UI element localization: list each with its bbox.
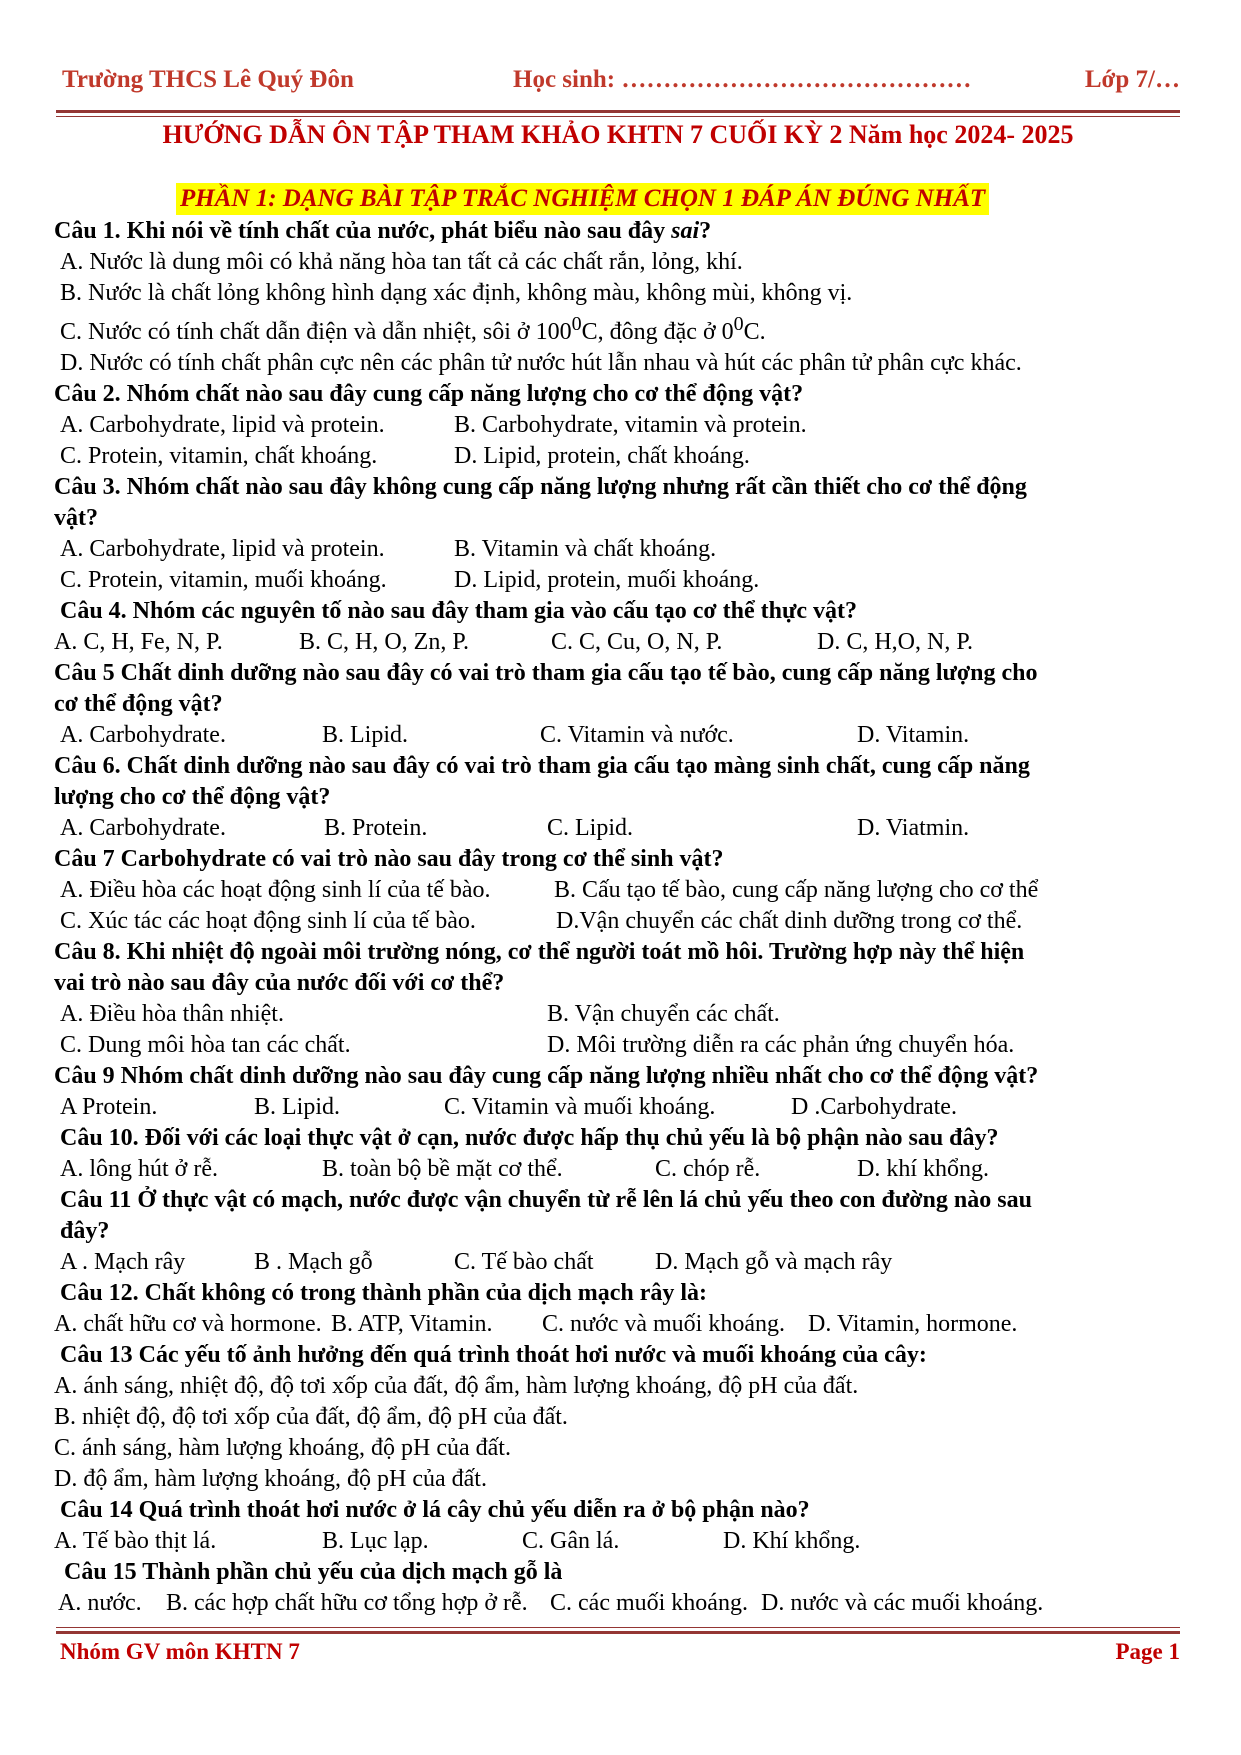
question-11-options: [54, 1247, 1184, 1278]
document-title: HƯỚNG DẪN ÔN TẬP THAM KHẢO KHTN 7 CUỐI KỲ 2 Năm học 2024- 2025: [162, 120, 1074, 149]
question-1-stem-end: ?: [699, 218, 712, 244]
question-6-option-b: B. Protein.: [324, 815, 428, 841]
page-number: Page 1: [1115, 1639, 1180, 1664]
question-4-stem: Câu 4. Nhóm các nguyên tố nào sau đây tham gia vào cấu tạo cơ thể thực vật?: [60, 598, 858, 624]
question-13-option-a: A. ánh sáng, nhiệt độ, độ tơi xốp của đất, độ ẩm, hàm lượng khoáng, độ pH của đất.: [54, 1373, 859, 1399]
question-7-option-b: B. Cấu tạo tế bào, cung cấp năng lượng cho cơ thể: [554, 877, 1039, 903]
question-14-option-a: A. Tế bào thịt lá.: [54, 1528, 217, 1554]
question-7-option-d: D.Vận chuyển các chất dinh dưỡng trong cơ thể.: [556, 908, 1023, 934]
question-15-option-b: B. các hợp chất hữu cơ tổng hợp ở rễ.: [166, 1590, 528, 1616]
class-field: Lớp 7/…: [1084, 66, 1180, 93]
question-15-option-a: A. nước.: [58, 1590, 142, 1616]
question-11-stem-line-1: Câu 11 Ở thực vật có mạch, nước được vận chuyển từ rễ lên lá chủ yếu theo con đường nào sau: [60, 1187, 1032, 1213]
question-2-option-b: B. Carbohydrate, vitamin và protein.: [454, 412, 807, 438]
question-9-option-d: D .Carbohydrate.: [791, 1094, 957, 1120]
question-3-option-b: B. Vitamin và chất khoáng.: [454, 536, 717, 562]
question-5-options: [54, 720, 1184, 751]
question-7-stem: Câu 7 Carbohydrate có vai trò nào sau đây trong cơ thể sinh vật?: [54, 846, 724, 872]
section-heading: PHẦN 1: DẠNG BÀI TẬP TRẮC NGHIỆM CHỌN 1 ĐÁP ÁN ĐÚNG NHẤT: [176, 183, 989, 215]
question-15-options: [54, 1588, 1184, 1619]
question-7-options-row-2: [54, 906, 1184, 937]
question-13-option-c: C. ánh sáng, hàm lượng khoáng, độ pH của đất.: [54, 1435, 511, 1461]
question-12-option-b: B. ATP, Vitamin.: [331, 1311, 493, 1337]
question-2-option-a: A. Carbohydrate, lipid và protein.: [60, 412, 385, 438]
question-12-option-d: D. Vitamin, hormone.: [808, 1311, 1018, 1337]
question-11-option-b: B . Mạch gỗ: [254, 1249, 373, 1275]
question-14-options: [54, 1526, 1184, 1557]
footer-rule: [56, 1631, 1180, 1634]
question-6-option-d: D. Viatmin.: [857, 815, 970, 841]
question-2-option-d: D. Lipid, protein, chất khoáng.: [454, 443, 750, 469]
question-1-stem: [54, 216, 1184, 247]
question-12-options: [54, 1309, 1184, 1340]
question-8-option-a: A. Điều hòa thân nhiệt.: [60, 1001, 284, 1027]
question-2-stem: Câu 2. Nhóm chất nào sau đây cung cấp năng lượng cho cơ thể động vật?: [54, 381, 804, 407]
question-8-option-b: B. Vận chuyển các chất.: [547, 1001, 780, 1027]
question-10-stem: Câu 10. Đối với các loại thực vật ở cạn, nước được hấp thụ chủ yếu là bộ phận nào sau đây?: [60, 1125, 999, 1151]
question-12-stem: Câu 12. Chất không có trong thành phần của dịch mạch rây là:: [60, 1280, 708, 1306]
question-3-option-c: C. Protein, vitamin, muối khoáng.: [60, 567, 387, 593]
question-4-option-d: D. C, H,O, N, P.: [817, 629, 974, 655]
question-1-option-d: D. Nước có tính chất phân cực nên các phân tử nước hút lẫn nhau và hút các phân tử phân cực khác.: [60, 350, 1022, 376]
question-10-option-a: A. lông hút ở rễ.: [60, 1156, 219, 1182]
question-2-options-row-2: [54, 441, 1184, 472]
question-8-option-c: C. Dung môi hòa tan các chất.: [60, 1032, 351, 1058]
question-4-option-c: C. C, Cu, O, N, P.: [551, 629, 723, 655]
question-8-options-row-2: [54, 1030, 1184, 1061]
question-2-option-c: C. Protein, vitamin, chất khoáng.: [60, 443, 378, 469]
question-3-options-row-1: [54, 534, 1184, 565]
page-header: [62, 66, 1180, 100]
question-1-stem-text: Câu 1. Khi nói về tính chất của nước, phát biểu nào sau đây: [54, 218, 672, 244]
question-4-options: [54, 627, 1184, 658]
option-c-text-2: C, đông đặc ở 0: [581, 319, 734, 345]
question-6-options: [54, 813, 1184, 844]
header-rule-thin: [56, 116, 1180, 117]
question-5-option-d: D. Vitamin.: [857, 722, 970, 748]
header-rule: [56, 110, 1180, 113]
question-4-option-a: A. C, H, Fe, N, P.: [54, 629, 223, 655]
question-12-option-a: A. chất hữu cơ và hormone.: [54, 1311, 322, 1337]
question-6-stem-line-1: Câu 6. Chất dinh dưỡng nào sau đây có vai trò tham gia cấu tạo màng sinh chất, cung cấp năng: [54, 753, 1030, 779]
question-1-emphasis: sai: [671, 218, 700, 244]
option-c-text-3: C.: [743, 319, 766, 345]
footer-group-name: Nhóm GV môn KHTN 7: [60, 1639, 300, 1664]
question-10-option-c: C. chóp rễ.: [655, 1156, 761, 1182]
question-13-option-d: D. độ ẩm, hàm lượng khoáng, độ pH của đất.: [54, 1466, 487, 1492]
student-name-field: Học sinh: ……………………………………: [513, 66, 972, 93]
question-5-stem-line-1: Câu 5 Chất dinh dưỡng nào sau đây có vai trò tham gia cấu tạo tế bào, cung cấp năng lượng cho: [54, 660, 1038, 686]
question-5-option-b: B. Lipid.: [322, 722, 409, 748]
question-12-option-c: C. nước và muối khoáng.: [542, 1311, 785, 1337]
question-5-stem-line-2: cơ thể động vật?: [54, 691, 223, 717]
question-11-stem-line-2: đây?: [60, 1218, 110, 1244]
question-5-option-a: A. Carbohydrate.: [60, 722, 226, 748]
question-6-stem-line-2: lượng cho cơ thể động vật?: [54, 784, 331, 810]
question-11-option-c: C. Tế bào chất: [454, 1249, 594, 1275]
question-15-option-c: C. các muối khoáng.: [550, 1590, 748, 1616]
question-1-option-a: A. Nước là dung môi có khả năng hòa tan tất cả các chất rắn, lỏng, khí.: [60, 249, 743, 275]
degree-superscript: 0: [733, 313, 744, 335]
footer-rule-thin: [56, 1627, 1180, 1628]
question-2-options-row-1: [54, 410, 1184, 441]
question-1-option-c: [54, 309, 1184, 348]
question-6-option-a: A. Carbohydrate.: [60, 815, 226, 841]
question-10-options: [54, 1154, 1184, 1185]
question-6-option-c: C. Lipid.: [547, 815, 634, 841]
question-9-option-b: B. Lipid.: [254, 1094, 341, 1120]
question-3-option-d: D. Lipid, protein, muối khoáng.: [454, 567, 760, 593]
question-7-option-c: C. Xúc tác các hoạt động sinh lí của tế bào.: [60, 908, 476, 934]
question-5-option-c: C. Vitamin và nước.: [540, 722, 734, 748]
question-10-option-b: B. toàn bộ bề mặt cơ thể.: [322, 1156, 563, 1182]
question-11-option-a: A . Mạch rây: [60, 1249, 186, 1275]
degree-superscript: 0: [571, 313, 582, 335]
question-9-option-a: A Protein.: [60, 1094, 158, 1120]
question-3-stem-line-1: Câu 3. Nhóm chất nào sau đây không cung cấp năng lượng nhưng rất cần thiết cho cơ thể động: [54, 474, 1027, 500]
question-list: [54, 216, 1184, 1619]
school-name: Trường THCS Lê Quý Đôn: [62, 66, 354, 93]
question-8-stem-line-2: vai trò nào sau đây của nước đối với cơ thể?: [54, 970, 505, 996]
question-8-stem-line-1: Câu 8. Khi nhiệt độ ngoài môi trường nóng, cơ thể người toát mồ hôi. Trường hợp này thể hiện: [54, 939, 1025, 965]
question-15-stem: Câu 15 Thành phần chủ yếu của dịch mạch gỗ là: [64, 1559, 563, 1585]
question-10-option-d: D. khí khổng.: [857, 1156, 989, 1182]
question-9-option-c: C. Vitamin và muối khoáng.: [444, 1094, 716, 1120]
question-3-stem-line-2: vật?: [54, 505, 98, 531]
question-13-option-b: B. nhiệt độ, độ tơi xốp của đất, độ ẩm, độ pH của đất.: [54, 1404, 568, 1430]
question-1-option-b: B. Nước là chất lỏng không hình dạng xác định, không màu, không mùi, không vị.: [60, 280, 853, 306]
question-14-option-d: D. Khí khổng.: [723, 1528, 861, 1554]
question-13-stem: Câu 13 Các yếu tố ảnh hưởng đến quá trình thoát hơi nước và muối khoáng của cây:: [60, 1342, 927, 1368]
question-3-options-row-2: [54, 565, 1184, 596]
question-7-options-row-1: [54, 875, 1184, 906]
option-c-text-1: C. Nước có tính chất dẫn điện và dẫn nhiệt, sôi ở 100: [60, 319, 572, 345]
question-4-option-b: B. C, H, O, Zn, P.: [299, 629, 470, 655]
question-9-options: [54, 1092, 1184, 1123]
question-8-option-d: D. Môi trường diễn ra các phản ứng chuyển hóa.: [547, 1032, 1015, 1058]
question-9-stem: Câu 9 Nhóm chất dinh dưỡng nào sau đây cung cấp năng lượng nhiều nhất cho cơ thể động vật?: [54, 1063, 1039, 1089]
question-14-stem: Câu 14 Quá trình thoát hơi nước ở lá cây chủ yếu diễn ra ở bộ phận nào?: [60, 1497, 810, 1523]
question-3-option-a: A. Carbohydrate, lipid và protein.: [60, 536, 385, 562]
question-7-option-a: A. Điều hòa các hoạt động sinh lí của tế bào.: [60, 877, 491, 903]
question-14-option-c: C. Gân lá.: [522, 1528, 620, 1554]
question-11-option-d: D. Mạch gỗ và mạch rây: [655, 1249, 893, 1275]
question-8-options-row-1: [54, 999, 1184, 1030]
question-15-option-d: D. nước và các muối khoáng.: [761, 1590, 1044, 1616]
question-14-option-b: B. Lục lạp.: [322, 1528, 429, 1554]
